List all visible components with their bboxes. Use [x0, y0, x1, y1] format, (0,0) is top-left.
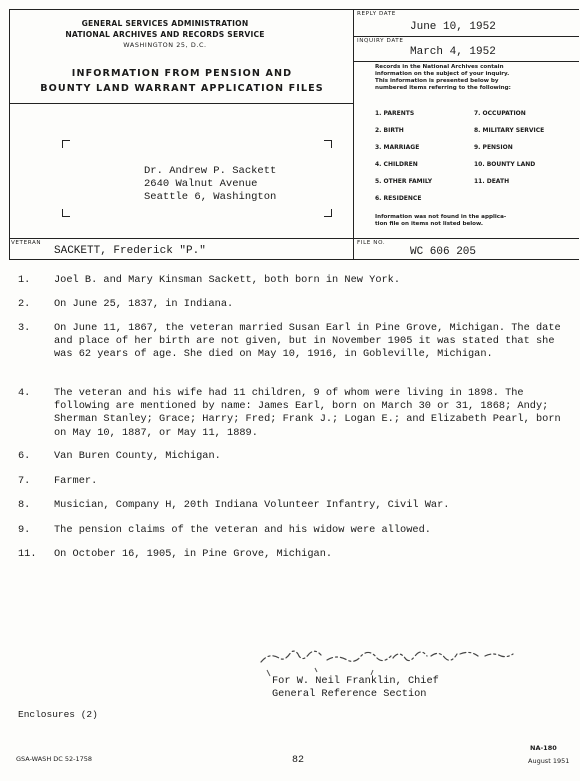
not-found-note — [375, 214, 575, 228]
item-marriage: 3. MARRIAGE — [375, 144, 420, 151]
item-residence: 6. RESIDENCE — [375, 195, 422, 202]
item-occupation: 7. OCCUPATION — [474, 110, 526, 117]
address-line-1: Dr. Andrew P. Sackett — [144, 165, 277, 177]
records-note-line-3: This information is presented below by — [375, 78, 499, 84]
footer-form-number — [530, 744, 578, 752]
address-line-3: Seattle 6, Washington — [144, 191, 277, 203]
item-military-service: 8. MILITARY SERVICE — [474, 127, 545, 134]
signature-line-2: General Reference Section — [272, 688, 427, 700]
form-title — [20, 66, 344, 96]
recipient-address — [144, 165, 344, 204]
signature-block — [272, 675, 562, 701]
box-left-border — [9, 9, 10, 259]
entry-text: Van Buren County, Michigan. — [54, 450, 221, 462]
entry-number: 7. — [18, 475, 31, 487]
agency-header — [40, 18, 290, 51]
form-title-line-1: INFORMATION FROM PENSION AND — [71, 68, 293, 79]
entry-number: 4. — [18, 387, 31, 399]
entry-text: On October 16, 1905, in Pine Grove, Michigan. — [54, 548, 333, 560]
entry-text: The pension claims of the veteran and his widow were allowed. — [54, 524, 431, 536]
signature-line-1: For W. Neil Franklin, Chief — [272, 675, 439, 687]
footer-page-number: 82 — [292, 755, 305, 766]
inquiry-date-value: March 4, 1952 — [410, 46, 496, 58]
item-children: 4. CHILDREN — [375, 161, 418, 168]
veteran-row-bottom — [9, 259, 579, 260]
box-top-border — [9, 9, 579, 10]
not-found-note-line-2: tion file on items not listed below. — [375, 221, 483, 227]
records-note — [375, 64, 575, 92]
agency-division: NATIONAL ARCHIVES AND RECORDS SERVICE — [65, 30, 265, 39]
entry-text: On June 11, 1867, the veteran married Susan Earl in Pine Grove, Michigan. The date and place of her birth are not given, but in November 1905 it was stated that she was 62 years of age. She died on May 10, 1916, in Gobleville, Michigan. — [54, 322, 561, 361]
veteran-label: VETERAN — [11, 240, 42, 246]
item-pension: 9. PENSION — [474, 144, 513, 151]
address-corner-top-left — [62, 140, 70, 148]
entry-number: 1. — [18, 274, 31, 286]
entry-number: 3. — [18, 322, 31, 334]
reply-date-value: June 10, 1952 — [410, 21, 496, 33]
enclosures-note: Enclosures (2) — [18, 709, 98, 720]
reply-date-label: REPLY DATE — [357, 11, 396, 17]
entry-text: Musician, Company H, 20th Indiana Volunteer Infantry, Civil War. — [54, 499, 450, 511]
item-birth: 2. BIRTH — [375, 127, 404, 134]
handwritten-signature — [255, 640, 535, 680]
item-bounty-land: 10. BOUNTY LAND — [474, 161, 536, 168]
address-line-2: 2640 Walnut Avenue — [144, 178, 258, 190]
entry-number: 9. — [18, 524, 31, 536]
form-number-text: NA-180 — [530, 744, 557, 752]
entry-text: Farmer. — [54, 475, 98, 487]
entry-text: On June 25, 1837, in Indiana. — [54, 298, 234, 310]
item-other-family: 5. OTHER FAMILY — [375, 178, 433, 185]
inquiry-date-divider — [353, 61, 579, 62]
footer-form-code: GSA-WASH DC 52-1758 — [16, 755, 93, 763]
address-corner-top-right — [324, 140, 332, 148]
veteran-row-top — [9, 238, 579, 239]
records-note-line-4: numbered items referring to the following: — [375, 85, 511, 91]
records-note-line-1: Records in the National Archives contain — [375, 64, 504, 70]
form-title-line-2: BOUNTY LAND WARRANT APPLICATION FILES — [40, 83, 324, 94]
address-corner-bottom-right — [324, 209, 332, 217]
agency-divider — [9, 103, 353, 104]
entry-number: 6. — [18, 450, 31, 462]
entry-number: 2. — [18, 298, 31, 310]
entry-number: 8. — [18, 499, 31, 511]
file-no-value: WC 606 205 — [410, 246, 477, 258]
address-corner-bottom-left — [62, 209, 70, 217]
inquiry-date-label: INQUIRY DATE — [357, 38, 404, 44]
footer-form-date: August 1951 — [528, 757, 570, 765]
item-death: 11. DEATH — [474, 178, 510, 185]
entry-text: Joel B. and Mary Kinsman Sackett, both born in New York. — [54, 274, 401, 286]
entry-number: 11. — [18, 548, 37, 560]
records-note-line-2: information on the subject of your inquiry. — [375, 71, 510, 77]
file-no-label: FILE NO. — [357, 240, 386, 246]
agency-name: GENERAL SERVICES ADMINISTRATION — [81, 19, 249, 28]
agency-location: WASHINGTON 25, D.C. — [123, 41, 207, 49]
column-divider — [353, 9, 354, 259]
reply-date-divider — [353, 36, 579, 37]
not-found-note-line-1: Information was not found in the applica- — [375, 214, 507, 220]
item-parents: 1. PARENTS — [375, 110, 415, 117]
entry-text: The veteran and his wife had 11 children, 9 of whom were living in 1898. The following are mentioned by name: James Earl, born on March 30 or 31, 1868; Andy; Sherman Stanley; Grace; Harry; Fred; Frank J.; Logan E.; and Elizabeth Pearl, born on May 10, 1887, or May 11, 1889. — [54, 387, 561, 439]
veteran-name: SACKETT, Frederick "P." — [54, 245, 206, 257]
